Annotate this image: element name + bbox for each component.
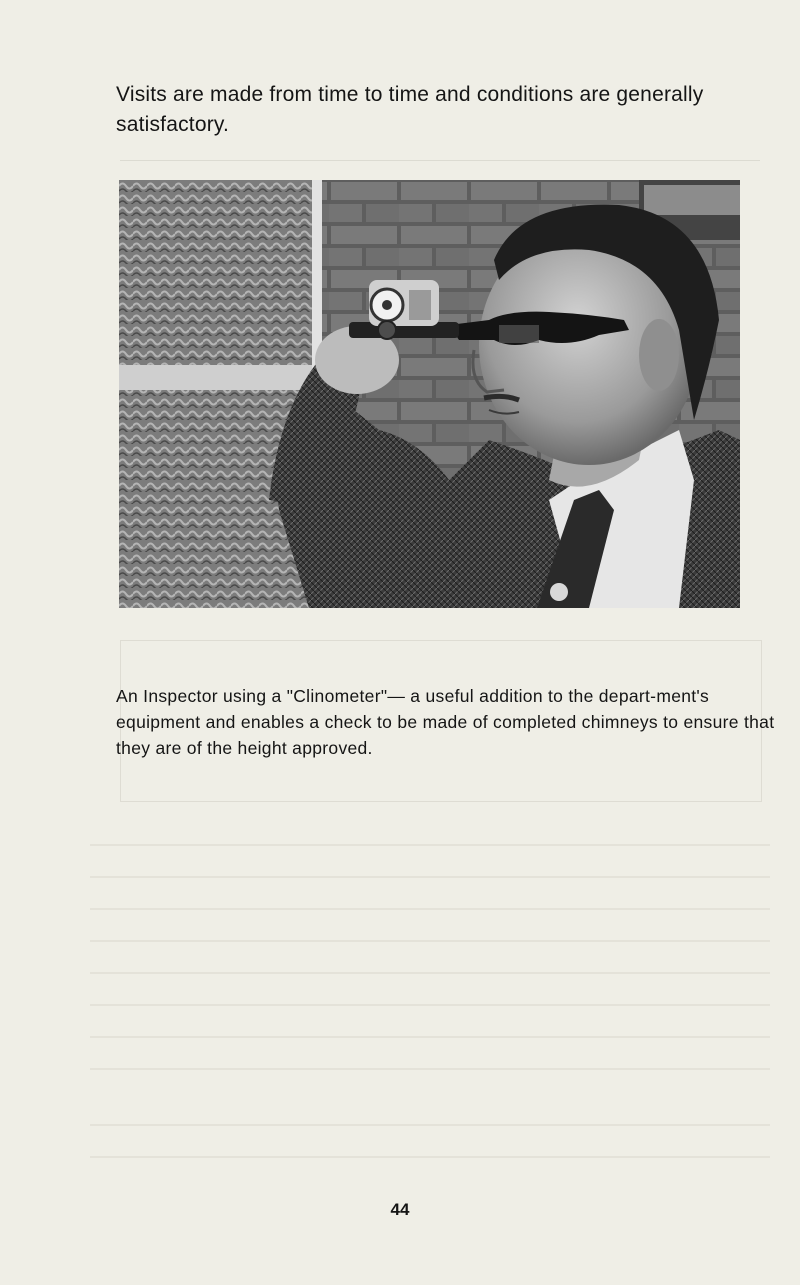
- page-number: 44: [390, 1200, 410, 1219]
- inspector-photo: [119, 180, 740, 608]
- photo-caption: An Inspector using a "Clinometer"— a useful addition to the depart-ment's equipment and enables a check to be made of completed chimneys to ensure that they are of the height approved.: [116, 686, 775, 758]
- intro-paragraph: Visits are made from time to time and conditions are generally satisfactory.: [116, 83, 704, 136]
